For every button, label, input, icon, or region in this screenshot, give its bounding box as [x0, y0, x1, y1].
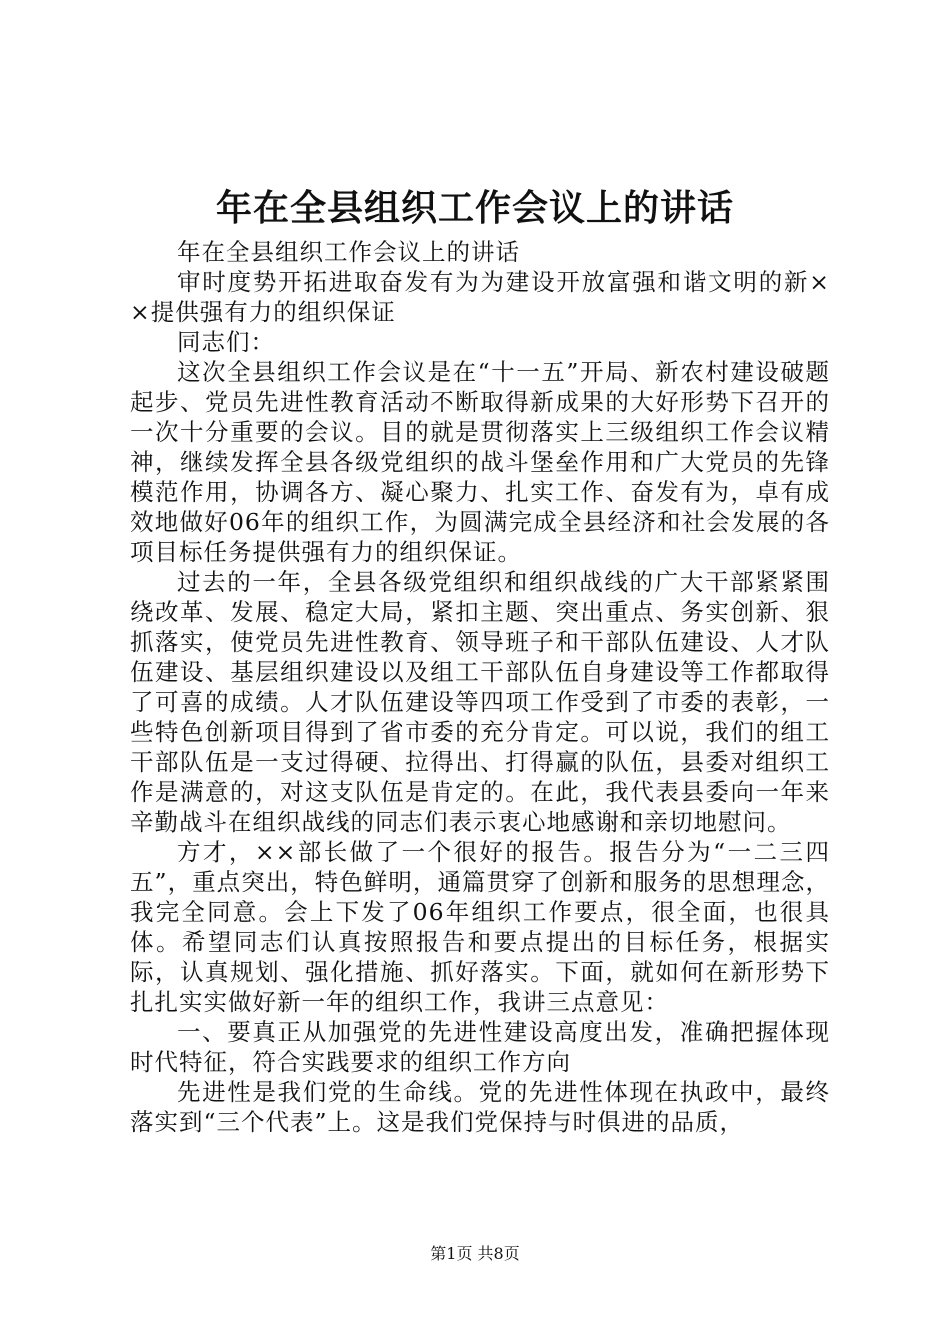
paragraph: 过去的一年，全县各级党组织和组织战线的广大干部紧紧围绕改革、发展、稳定大局，紧扣主题、突出重点、务实创新、狠抓落实，使党员先进性教育、领导班子和干部队伍建设、人才队伍建设、基层组织建设以及组工干部队伍自身建设等工作都取得了可喜的成绩。人才队伍建设等四项工作受到了市委的表彰，一些特色创新项目得到了省市委的充分肯定。可以说，我们的组工干部队伍是一支过得硬、拉得出、打得赢的队伍，县委对组织工作是满意的，对这支队伍是肯定的。在此，我代表县委向一年来辛勤战斗在组织战线的同志们表示衷心地感谢和亲切地慰问。 [130, 568, 830, 836]
paragraph: 同志们： [177, 328, 275, 356]
paragraph: 审时度势开拓进取奋发有为为建设开放富强和谐文明的新××提供强有力的组织保证 [130, 268, 830, 326]
document-title: 年在全县组织工作会议上的讲话 [215, 187, 734, 229]
document-body [130, 237, 830, 1137]
page-number: 第1页 共8页 [430, 1244, 520, 1263]
section-heading: 一、要真正从加强党的先进性建设高度出发，准确把握体现时代特征，符合实践要求的组织工作方向 [130, 1018, 830, 1076]
paragraph: 年在全县组织工作会议上的讲话 [177, 238, 520, 266]
paragraph: 先进性是我们党的生命线。党的先进性体现在执政中，最终落实到“三个代表”上。这是我们党保持与时俱进的品质， [130, 1078, 830, 1136]
paragraph: 方才，××部长做了一个很好的报告。报告分为“一二三四五”，重点突出，特色鲜明，通篇贯穿了创新和服务的思想理念，我完全同意。会上下发了06年组织工作要点，很全面，也很具体。希望同志们认真按照报告和要点提出的目标任务，根据实际，认真规划、强化措施、抓好落实。下面，就如何在新形势下扎扎实实做好新一年的组织工作，我讲三点意见： [130, 838, 830, 1016]
paragraph: 这次全县组织工作会议是在“十一五”开局、新农村建设破题起步、党员先进性教育活动不断取得新成果的大好形势下召开的一次十分重要的会议。目的就是贯彻落实上三级组织工作会议精神，继续发挥全县各级党组织的战斗堡垒作用和广大党员的先锋模范作用，协调各方、凝心聚力、扎实工作、奋发有为，卓有成效地做好06年的组织工作，为圆满完成全县经济和社会发展的各项目标任务提供强有力的组织保证。 [130, 358, 830, 566]
